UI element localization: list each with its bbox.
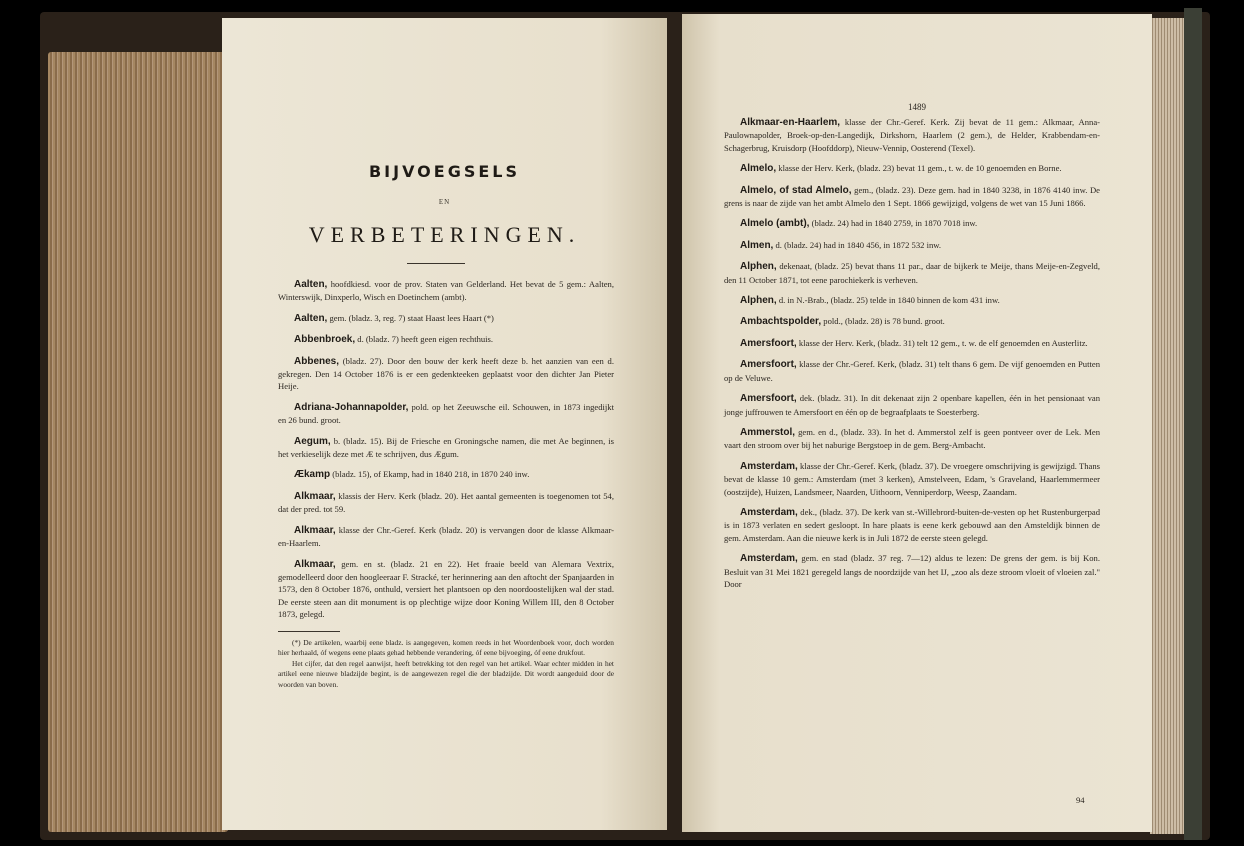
left-page: [222, 18, 667, 830]
page-number: 1489: [908, 102, 926, 112]
entry-text: dekenaat, (bladz. 25) bevat thans 11 par., daar de bijkerk te Meije, thans Meije-en-Zegveld, den 11 October 1871, tot eene parochiekerk is verheven.: [724, 261, 1100, 285]
entry-text: gem. en d., (bladz. 33). In het d. Ammerstol zelf is geen pontveer over de Lek. Men vaart den stroom over bij het naburige Bergstoep in de gem. Berg-Ambacht.: [724, 426, 1100, 451]
footnote-rule: [278, 631, 340, 632]
entry: [724, 116, 1100, 154]
entry: [724, 392, 1100, 418]
entry: [278, 278, 614, 304]
entry-head: Amersfoort,: [740, 359, 797, 371]
entry-text: klasse der Chr.-Geref. Kerk, (bladz. 31) telt thans 6 gem. De vijf genoemden en Putten op de Veluwe.: [724, 359, 1100, 383]
entry: [724, 239, 1100, 252]
entry-head: Aegum,: [294, 435, 331, 447]
entry-head: Alphen,: [740, 261, 777, 273]
entry: [724, 506, 1100, 544]
entry-text: klasse der Herv. Kerk, (bladz. 31) telt 12 gem., t. w. de elf genoemden en Austerlitz.: [798, 337, 1088, 348]
entry-text: d. (bladz. 24) had in 1840 456, in 1872 532 inw.: [775, 239, 942, 250]
entry: [278, 355, 614, 393]
entry-head: Almen,: [740, 239, 774, 251]
entry-text: d. in N.-Brab., (bladz. 25) telde in 1840 binnen de kom 431 inw.: [778, 295, 1000, 306]
entry-text: b. (bladz. 15). Bij de Friesche en Groningsche namen, die met Ae beginnen, is het verkieselijk deze met Æ te schrijven, dus Ægum.: [278, 435, 614, 460]
entry-text: hoofdkiesd. voor de prov. Staten van Gelderland. Het bevat de 5 gem.: Aalten, Winterswijk, Dinxperlo, Wisch en Doetinchem (ambt).: [278, 279, 614, 303]
entry-head: Alkmaar-en-Haarlem,: [740, 117, 841, 128]
entry: [724, 260, 1100, 286]
entry: [724, 315, 1100, 328]
entry-head: Alkmaar,: [294, 558, 336, 570]
left-column: [278, 278, 614, 691]
entry-text: gem. (bladz. 3, reg. 7) staat Haast lees Haart (*): [329, 312, 494, 323]
entry: [724, 162, 1100, 175]
entry-head: Almelo (ambt),: [740, 218, 810, 230]
entry-text: klassis der Herv. Kerk (bladz. 20). Het aantal gemeenten is toegenomen tot 54, dat der pred. tot 59.: [278, 490, 614, 515]
entry: [278, 312, 614, 325]
entry-head: Almelo,: [740, 163, 777, 175]
entry-head: Ækamp: [294, 469, 331, 481]
entry-text: klasse der Chr.-Geref. Kerk. Zij bevat de 11 gem.: Alkmaar, Anna-Paulownapolder, Broek-op-den-Langedijk, Dirkshorn, Haarlem (2 gem.), de Helder, Krabbendam-en-Schagerbrug, Kruisdorp (Hoofddorp), Nieuw-Vennip, Oosterend (Texel).: [724, 117, 1100, 153]
entry: [278, 558, 614, 621]
title-sub: VERBETERINGEN.: [308, 222, 581, 247]
entry-head: Alkmaar,: [294, 490, 336, 502]
entry: [724, 337, 1100, 350]
entry: [724, 184, 1100, 210]
entry-text: (bladz. 15), of Ekamp, had in 1840 218, in 1870 240 inw.: [332, 469, 530, 480]
entry-head: Almelo, of stad Almelo,: [740, 184, 852, 196]
entry: [278, 524, 614, 550]
entry: [724, 358, 1100, 384]
entry-text: (bladz. 24) had in 1840 2759, in 1870 7018 inw.: [811, 218, 978, 229]
right-column: [724, 116, 1100, 598]
entry: [724, 294, 1100, 307]
entry-head: Abbenbroek,: [294, 334, 356, 346]
entry-head: Aalten,: [294, 312, 328, 324]
right-page: [682, 14, 1152, 832]
entry-text: (bladz. 27). Door den bouw der kerk heeft deze b. het aanzien van een d. gekregen. Den 14 October 1876 is er een gedenkteeken geplaatst voor den dichter Jan Pieter Heije.: [278, 355, 614, 392]
entry-text: pold., (bladz. 28) is 78 bund. groot.: [823, 316, 945, 327]
title-main: BIJVOEGSELS: [368, 162, 521, 181]
entry-text: d. (bladz. 7) heeft geen eigen rechthuis.: [357, 334, 494, 345]
entry: [278, 435, 614, 461]
entry-head: Alkmaar,: [294, 524, 336, 536]
entry-head: Ambachtspolder,: [740, 316, 822, 328]
entry-head: Adriana-Johannapolder,: [294, 401, 409, 413]
entry-head: Amsterdam,: [740, 506, 798, 518]
entry: [724, 552, 1100, 590]
entry-head: Amsterdam,: [740, 553, 798, 565]
entry: [278, 490, 614, 516]
entry: [724, 426, 1100, 452]
entry-text: klasse der Herv. Kerk, (bladz. 23) bevat 11 gem., t. w. de 10 genoemden en Borne.: [778, 163, 1062, 174]
entry-text: dek. (bladz. 31). In dit dekenaat zijn 2 openbare kapellen, één in het pensionaat van jonge juffrouwen te Amersfoort en één op de begraafplaats te Soesterberg.: [724, 393, 1100, 417]
entry: [724, 460, 1100, 498]
footnote: Het cijfer, dat den regel aanwijst, heeft betrekking tot den regel van het artikel. Waar echter midden in het artikel eene nieuwe bladzijde begint, is de aangewezen regel die der bladzijde. Dit wordt aangeduid door de woorden van boven.: [278, 658, 614, 689]
entry: [278, 468, 614, 481]
entry-text: klasse der Chr.-Geref. Kerk, (bladz. 37). De vroegere omschrijving is gewijzigd. Thans bevat de klasse 10 gem.: Amsterdam (met 3 kerken), Amstelveen, Edam, 's Graveland, Haarlemmermeer (oostzijde), Huizen, Landsmeer, Naarden, Uithoorn, Venniperdorp, Weesp, Zaandam.: [724, 460, 1100, 497]
entry-head: Amersfoort,: [740, 393, 797, 405]
title-rule: [407, 263, 465, 264]
signature-mark: 94: [1076, 795, 1085, 805]
entry-head: Amsterdam,: [740, 460, 798, 472]
entry-text: klasse der Chr.-Geref. Kerk (bladz. 20) is vervangen door de klasse Alkmaar-en-Haarlem.: [278, 524, 614, 549]
entry-head: Amersfoort,: [740, 337, 797, 349]
title-conjunction: EN: [438, 198, 451, 206]
entry-head: Abbenes,: [294, 355, 340, 367]
entry-text: pold. op het Zeeuwsche eil. Schouwen, in 1873 ingedijkt en 26 bund. groot.: [278, 401, 614, 426]
entry-text: gem. en stad (bladz. 37 reg. 7—12) aldus te lezen: De grens der gem. is bij Kon. Besluit van 31 Mei 1821 geregeld langs de noordzijde van het IJ, „zoo als deze stroom vloeit of vloeien zal." Door: [724, 553, 1100, 589]
entry-head: Alphen,: [740, 295, 777, 307]
entry-text: dek., (bladz. 37). De kerk van st.-Willebrord-buiten-de-vesten op het Rustenburgerpad is in 1873 verlaten en sedert gesloopt. In hare plaats is eene kerk gebouwd aan den Amsteldijk binnen de gem. Amsterdam. Aan die nieuwe kerk is in Juli 1872 de eerste steen gelegd.: [724, 506, 1100, 543]
footnote: (*) De artikelen, waarbij eene bladz. is aangegeven, komen reeds in het Woordenboek voor, doch worden hier herhaald, óf wegens eene plaats gehad hebbende verandering, óf eene bijvoeging, óf eene drukfout.: [278, 637, 614, 658]
entry-head: Ammerstol,: [740, 426, 796, 438]
entry: [724, 217, 1100, 230]
cover-edge-right: [1184, 8, 1202, 840]
entry-text: gem. en st. (bladz. 21 en 22). Het fraaie beeld van Alemara Vextrix, gemodelleerd door den hoogleeraar F. Stracké, ter herinnering aan den aftocht der Spanjaarden in 1573, den 8 October 1876, onthuld, versiert het plantsoen op den noordoostelijken wal der stad. De eerste steen aan dit monument is op plechtige wijze door Koning Willem III, den 8 October 1873, gelegd.: [278, 558, 614, 620]
page-edges-left: [48, 52, 228, 832]
entry-text: gem., (bladz. 23). Deze gem. had in 1840 3238, in 1876 4140 inw. De grens is naar de zijde van het ambt Almelo den 1 Sept. 1866 gewijzigd, volgens de wet van 15 Juni 1866.: [724, 184, 1100, 209]
entry-head: Aalten,: [294, 279, 328, 290]
entry: [278, 401, 614, 427]
entry: [278, 333, 614, 346]
